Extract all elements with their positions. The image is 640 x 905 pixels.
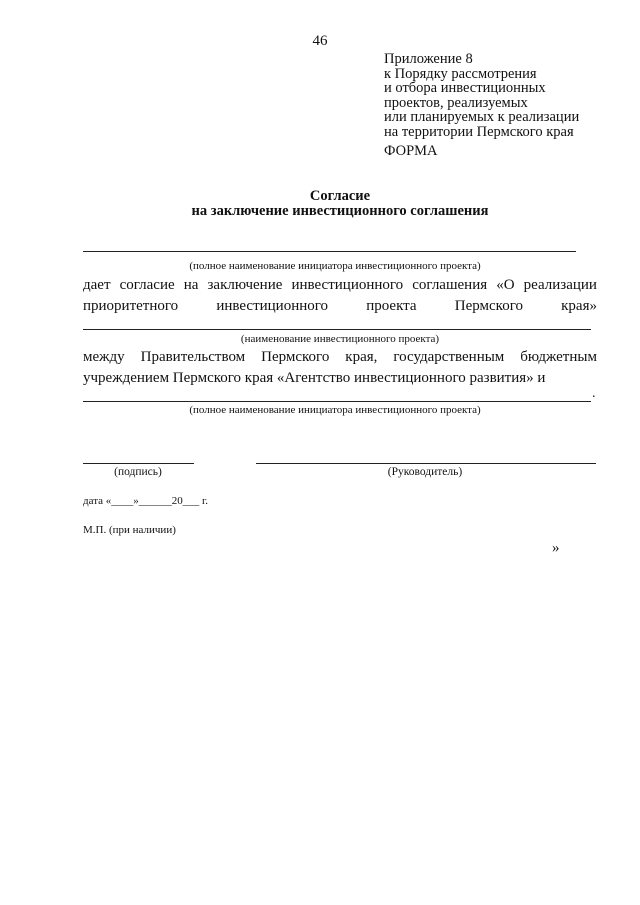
date-field[interactable]: дата «____»______20___ г. <box>83 495 209 507</box>
signature-caption: (подпись) <box>114 466 162 478</box>
word: Пермского <box>454 298 523 314</box>
parties-paragraph <box>83 347 597 389</box>
word: края» <box>561 298 597 314</box>
word: соглашения <box>412 277 488 293</box>
period: . <box>592 386 596 401</box>
word: инвестиционного <box>216 298 329 314</box>
word: проекта <box>366 298 417 314</box>
initiator-2-fill-line[interactable] <box>83 401 591 402</box>
head-caption: (Руководитель) <box>387 466 463 478</box>
project-name-caption: (наименование инвестиционного проекта) <box>240 333 440 345</box>
appendix-line: проектов, реализуемых <box>384 94 528 111</box>
appendix-note <box>384 52 579 139</box>
word: Пермского <box>261 349 330 365</box>
word: «О <box>496 277 515 293</box>
consent-line-1 <box>83 275 597 296</box>
word: согласие <box>119 277 175 293</box>
initiator-2-caption: (полное наименование инициатора инвестиционного проекта) <box>189 404 481 416</box>
head-fill-line[interactable] <box>256 463 596 464</box>
word: реализации <box>523 277 597 293</box>
closing-quote: » <box>552 540 560 556</box>
document-title: Согласие <box>309 188 371 204</box>
word: Правительством <box>140 349 246 365</box>
word: бюджетным <box>520 349 597 365</box>
appendix-line: на территории Пермского края <box>384 123 574 140</box>
project-name-fill-line[interactable] <box>83 329 591 330</box>
initiator-caption: (полное наименование инициатора инвестиционного проекта) <box>189 260 481 272</box>
appendix-line: или планируемых к реализации <box>384 109 580 125</box>
word: государственным <box>393 349 505 365</box>
appendix-line: и отбора инвестиционных <box>384 80 546 96</box>
word: между <box>83 349 125 365</box>
appendix-line: к Порядку рассмотрения <box>384 65 537 82</box>
parties-line-2: учреждением Пермского края «Агентство инвестиционного развития» и <box>83 370 546 386</box>
consent-paragraph <box>83 275 597 317</box>
appendix-line: Приложение 8 <box>384 51 473 67</box>
word: инвестиционного <box>291 277 404 293</box>
initiator-fill-line[interactable] <box>83 251 576 252</box>
document-subtitle: на заключение инвестиционного соглашения <box>191 203 489 219</box>
consent-line-2 <box>83 296 597 317</box>
page-number: 46 <box>312 33 328 49</box>
parties-line-1 <box>83 347 597 368</box>
word: заключение <box>207 277 283 293</box>
word: края, <box>345 349 378 365</box>
form-label: ФОРМА <box>384 143 438 159</box>
signature-fill-line[interactable] <box>83 463 194 464</box>
stamp-note: М.П. (при наличии) <box>83 524 176 536</box>
word: приоритетного <box>83 298 179 314</box>
word: на <box>183 277 199 293</box>
word: дает <box>83 277 111 293</box>
